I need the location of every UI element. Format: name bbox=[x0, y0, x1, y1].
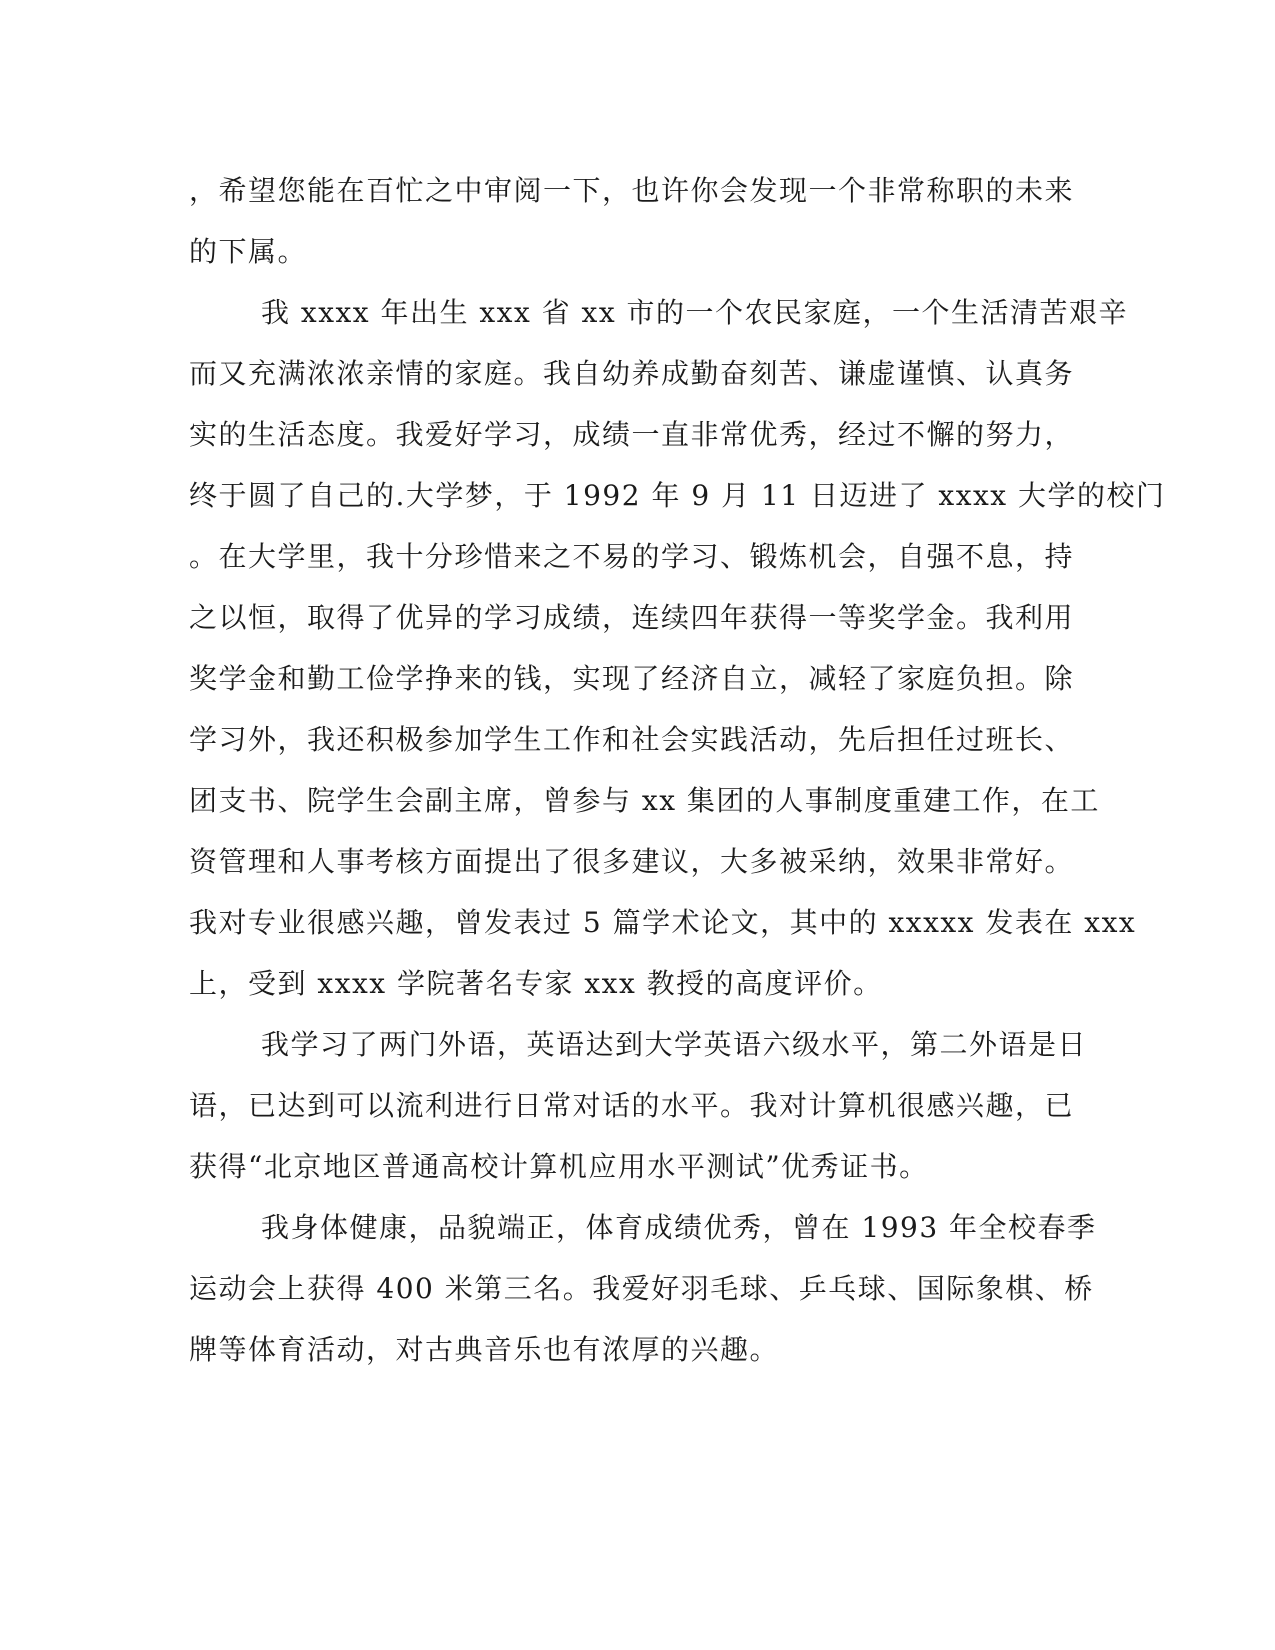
text-line: 终于圆了自己的.大学梦，于 1992 年 9 月 11 日迈进了 xxxx 大学的校门 bbox=[189, 479, 1166, 512]
text-line: 获得“北京地区普通高校计算机应用水平测试”优秀证书。 bbox=[189, 1150, 929, 1183]
text-line: 。在大学里，我十分珍惜来之不易的学习、锻炼机会，自强不息，持 bbox=[189, 540, 1075, 573]
paragraph-start-line: 我 xxxx 年出生 xxx 省 xx 市的一个农民家庭，一个生活清苦艰辛 bbox=[261, 296, 1129, 329]
text-line: 而又充满浓浓亲情的家庭。我自幼养成勤奋刻苦、谦虚谨慎、认真务 bbox=[189, 357, 1075, 390]
text-line: 资管理和人事考核方面提出了很多建议，大多被采纳，效果非常好。 bbox=[189, 845, 1075, 878]
text-line: 我对专业很感兴趣，曾发表过 5 篇学术论文，其中的 xxxxx 发表在 xxx bbox=[189, 906, 1137, 939]
paragraph-start-line: 我学习了两门外语，英语达到大学英语六级水平，第二外语是日 bbox=[261, 1028, 1088, 1061]
text-line: 运动会上获得 400 米第三名。我爱好羽毛球、乒乓球、国际象棋、桥 bbox=[189, 1272, 1094, 1305]
text-line: 上，受到 xxxx 学院著名专家 xxx 教授的高度评价。 bbox=[189, 967, 883, 1000]
text-line: 实的生活态度。我爱好学习，成绩一直非常优秀，经过不懈的努力， bbox=[189, 418, 1075, 451]
text-line: 团支书、院学生会副主席，曾参与 xx 集团的人事制度重建工作，在工 bbox=[189, 784, 1100, 817]
text-line: 牌等体育活动，对古典音乐也有浓厚的兴趣。 bbox=[189, 1333, 780, 1366]
text-line: 奖学金和勤工俭学挣来的钱，实现了经济自立，减轻了家庭负担。除 bbox=[189, 662, 1075, 695]
text-line: ，希望您能在百忙之中审阅一下，也许你会发现一个非常称职的未来 bbox=[189, 174, 1075, 207]
body-text bbox=[189, 160, 1166, 1380]
text-line: 之以恒，取得了优异的学习成绩，连续四年获得一等奖学金。我利用 bbox=[189, 601, 1075, 634]
text-line: 的下属。 bbox=[189, 235, 308, 268]
text-line: 语，已达到可以流利进行日常对话的水平。我对计算机很感兴趣，已 bbox=[189, 1089, 1075, 1122]
text-line: 学习外，我还积极参加学生工作和社会实践活动，先后担任过班长、 bbox=[189, 723, 1075, 756]
paragraph-start-line: 我身体健康，品貌端正，体育成绩优秀，曾在 1993 年全校春季 bbox=[261, 1211, 1097, 1244]
